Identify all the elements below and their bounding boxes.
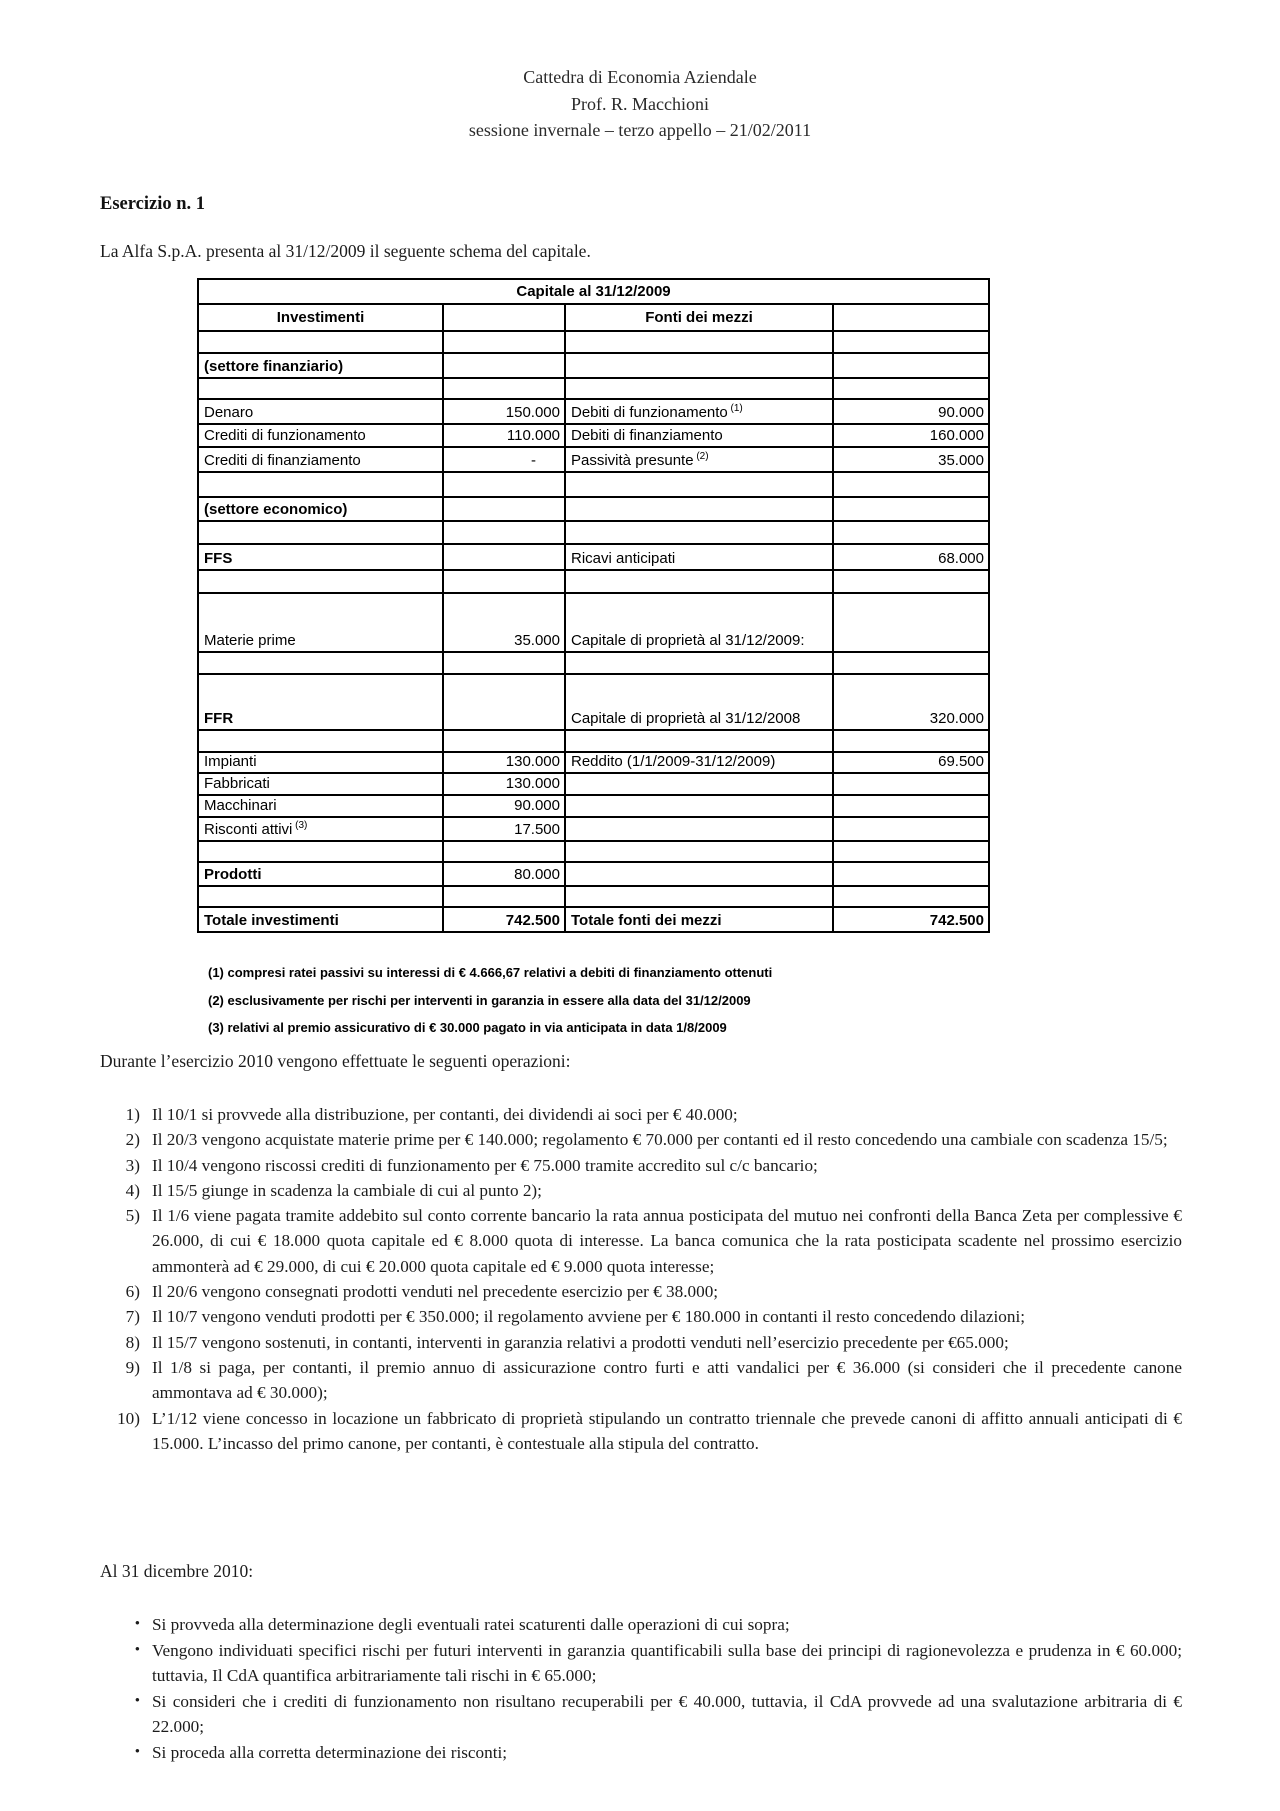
table-row xyxy=(198,424,989,447)
table-cell: Fabbricati xyxy=(198,773,443,795)
table-cell xyxy=(833,593,989,652)
table-cell: 69.500 xyxy=(833,752,989,773)
table-cell xyxy=(198,472,443,497)
table-cell xyxy=(443,353,565,378)
table-row xyxy=(198,773,989,795)
exercise-title: Esercizio n. 1 xyxy=(100,194,205,214)
table-cell xyxy=(443,730,565,752)
table-row xyxy=(198,907,989,932)
operation-item xyxy=(100,1127,1192,1152)
table-cell xyxy=(833,862,989,886)
table-cell xyxy=(833,841,989,862)
table-cell: Debiti di finanziamento xyxy=(565,424,833,447)
header-professor-line: Prof. R. Macchioni xyxy=(571,93,709,114)
table-cell xyxy=(198,886,443,907)
closing-intro: Al 31 dicembre 2010: xyxy=(100,1561,254,1581)
table-row xyxy=(198,544,989,570)
table-cell: Impianti xyxy=(198,752,443,773)
operation-text: Il 20/6 vengono consegnati prodotti venduti nel precedente esercizio per € 38.000; xyxy=(152,1282,719,1302)
header-session-line: sessione invernale – terzo appello – 21/02/2011 xyxy=(468,120,812,140)
table-cell xyxy=(833,472,989,497)
table-cell: Reddito (1/1/2009-31/12/2009) xyxy=(565,752,833,773)
table-cell xyxy=(833,304,989,331)
table-cell xyxy=(443,378,565,399)
table-cell: 160.000 xyxy=(833,424,989,447)
table-cell xyxy=(198,570,443,593)
operation-number: 7) xyxy=(125,1307,140,1327)
table-cell xyxy=(443,331,565,353)
table-cell: 35.000 xyxy=(833,447,989,472)
table-cell xyxy=(833,795,989,817)
operation-text: Il 15/5 giunge in scadenza la cambiale di cui al punto 2); xyxy=(152,1180,542,1200)
operation-text: Il 15/7 vengono sostenuti, in contanti, interventi in garanzia relativi a prodotti venduti nell’esercizio precedente per €65.000; xyxy=(152,1332,1009,1352)
table-cell: Macchinari xyxy=(198,795,443,817)
operation-text: Il 10/1 si provvede alla distribuzione, per contanti, dei dividendi ai soci per € 40.000; xyxy=(152,1105,738,1124)
table-cell: 80.000 xyxy=(443,862,565,886)
operation-item xyxy=(100,1279,1192,1304)
closing-bullet-text: Si proceda alla corretta determinazione dei risconti; xyxy=(152,1742,508,1762)
table-cell: (settore finanziario) xyxy=(198,353,443,378)
closing-bullet-text: Si consideri che i crediti di funzionamento non risultano recuperabili per € 40.000, tuttavia, il CdA provvede ad una svalutazione arbitraria di € 22.000; xyxy=(152,1691,1182,1736)
operation-item xyxy=(100,1178,1192,1203)
table-cell xyxy=(833,331,989,353)
table-row xyxy=(198,674,989,730)
footnote: (1) compresi ratei passivi su interessi di € 4.666,67 relativi a debiti di finanziamento ottenuti xyxy=(208,965,773,980)
table-cell xyxy=(565,570,833,593)
table-cell xyxy=(443,841,565,862)
operation-number: 1) xyxy=(125,1105,140,1124)
header-chair-line: Cattedra di Economia Aziendale xyxy=(523,67,757,87)
table-cell: 130.000 xyxy=(443,752,565,773)
operation-item xyxy=(100,1330,1192,1355)
operation-number: 3) xyxy=(125,1155,140,1175)
table-cell xyxy=(198,521,443,544)
table-cell xyxy=(198,730,443,752)
table-row xyxy=(198,472,989,497)
table-row xyxy=(198,752,989,773)
table-cell: (settore economico) xyxy=(198,497,443,521)
operations-list xyxy=(100,1102,1192,1456)
operation-item xyxy=(100,1153,1192,1178)
closing-bullet-text: Si provveda alla determinazione degli eventuali ratei scaturenti dalle operazioni di cui sopra; xyxy=(152,1615,790,1634)
document-header xyxy=(0,64,1280,144)
table-cell xyxy=(443,570,565,593)
table-row xyxy=(198,730,989,752)
table-cell xyxy=(565,886,833,907)
table-row xyxy=(198,570,989,593)
table-cell xyxy=(565,331,833,353)
operation-number: 8) xyxy=(125,1332,140,1352)
table-cell: 110.000 xyxy=(443,424,565,447)
operation-text: Il 10/7 vengono venduti prodotti per € 350.000; il regolamento avviene per € 180.000 in contanti il resto concedendo dilazioni; xyxy=(152,1307,1026,1327)
table-cell xyxy=(833,521,989,544)
table-row xyxy=(198,817,989,841)
table-cell: - xyxy=(443,447,565,472)
operation-text: Il 1/8 si paga, per contanti, il premio annuo di assicurazione contro furti e atti vandalici per € 36.000 (si consideri che il precedente canone ammontava ad € 30.000); xyxy=(152,1357,1182,1403)
table-cell: FFS xyxy=(198,544,443,570)
footnote-marker: (3) xyxy=(292,820,308,831)
table-row xyxy=(198,378,989,399)
capital-table xyxy=(197,278,990,933)
operation-number: 2) xyxy=(125,1130,140,1150)
table-row xyxy=(198,497,989,521)
table-cell xyxy=(833,886,989,907)
table-header-row xyxy=(198,304,989,331)
table-row xyxy=(198,353,989,378)
table-cell: 35.000 xyxy=(443,593,565,652)
closing-bullet-item xyxy=(100,1689,1192,1740)
table-cell: 150.000 xyxy=(443,399,565,424)
table-cell xyxy=(565,652,833,674)
table-cell: Denaro xyxy=(198,399,443,424)
table-cell xyxy=(833,353,989,378)
table-cell xyxy=(565,353,833,378)
footnote: (3) relativi al premio assicurativo di € 30.000 pagato in via anticipata in data 1/8/2009 xyxy=(208,1020,727,1035)
table-cell xyxy=(198,652,443,674)
table-cell xyxy=(443,544,565,570)
table-footnotes xyxy=(208,959,1128,1042)
table-cell xyxy=(443,304,565,331)
table-cell: Totale fonti dei mezzi xyxy=(565,907,833,932)
table-cell xyxy=(565,773,833,795)
footnote-marker: (2) xyxy=(693,451,709,462)
operation-number: 9) xyxy=(125,1357,140,1377)
operation-text: Il 1/6 viene pagata tramite addebito sul conto corrente bancario la rata annua posticipata del mutuo nei confronti della Banca Zeta per complessive € 26.000, di cui € 18.000 quota capitale ed € 8.000 quota di interesse. La banca comunica che la rata posticipata scadente nel prossimo esercizio ammonterà ad € 29.000, di cui € 20.000 quota capitale ed € 9.000 quota interesse; xyxy=(152,1206,1182,1276)
table-cell: 90.000 xyxy=(833,399,989,424)
table-row xyxy=(198,841,989,862)
table-cell xyxy=(443,886,565,907)
table-cell: 130.000 xyxy=(443,773,565,795)
table-cell xyxy=(833,570,989,593)
table-cell xyxy=(833,497,989,521)
closing-bullet-item xyxy=(100,1740,1192,1766)
operation-text: L’1/12 viene concesso in locazione un fabbricato di proprietà stipulando un contratto triennale che prevede canoni di affitto annuali anticipati di € 15.000. L’incasso del primo canone, per contanti, è contestuale alla stipula del contratto. xyxy=(152,1408,1182,1453)
table-cell: Ricavi anticipati xyxy=(565,544,833,570)
table-cell: Capitale di proprietà al 31/12/2009: xyxy=(565,593,833,652)
operation-item xyxy=(100,1406,1192,1457)
operation-number: 10) xyxy=(117,1408,140,1428)
table-cell xyxy=(565,841,833,862)
table-cell xyxy=(565,862,833,886)
table-cell: Prodotti xyxy=(198,862,443,886)
table-cell xyxy=(443,497,565,521)
bullet-icon: • xyxy=(134,1743,140,1760)
table-cell xyxy=(833,773,989,795)
table-cell xyxy=(443,674,565,730)
table-row xyxy=(198,399,989,424)
table-cell xyxy=(443,472,565,497)
table-row xyxy=(198,521,989,544)
bullet-icon: • xyxy=(134,1641,140,1658)
table-cell: Crediti di funzionamento xyxy=(198,424,443,447)
table-cell xyxy=(833,817,989,841)
table-cell xyxy=(565,378,833,399)
table-cell: Capitale di proprietà al 31/12/2008 xyxy=(565,674,833,730)
operations-intro: Durante l’esercizio 2010 vengono effettuate le seguenti operazioni: xyxy=(100,1051,571,1071)
table-cell xyxy=(198,378,443,399)
sources-header: Fonti dei mezzi xyxy=(565,304,833,331)
investments-header: Investimenti xyxy=(198,304,443,331)
operation-item xyxy=(100,1203,1192,1279)
operation-number: 4) xyxy=(125,1180,140,1200)
table-row xyxy=(198,593,989,652)
table-title-row xyxy=(198,279,989,304)
closing-bullet-item xyxy=(100,1612,1192,1638)
table-cell xyxy=(443,652,565,674)
table-cell: 90.000 xyxy=(443,795,565,817)
operation-text: Il 10/4 vengono riscossi crediti di funzionamento per € 75.000 tramite accredito sul c/c bancario; xyxy=(152,1155,818,1175)
table-row xyxy=(198,652,989,674)
table-cell xyxy=(833,730,989,752)
closing-bullet-text: Vengono individuati specifici rischi per futuri interventi in garanzia quantificabili sulla base dei principi di ragionevolezza e prudenza in € 60.000; tuttavia, Il CdA quantifica arbitrariamente tali rischi in € 65.000; xyxy=(152,1640,1182,1685)
table-cell: Risconti attivi $^{(3)}$ xyxy=(198,817,443,841)
table-cell xyxy=(565,521,833,544)
table-row xyxy=(198,447,989,472)
operation-item xyxy=(100,1304,1192,1329)
operation-number: 6) xyxy=(125,1282,140,1302)
table-cell xyxy=(565,817,833,841)
table-cell: FFR xyxy=(198,674,443,730)
table-cell: 742.500 xyxy=(443,907,565,932)
table-cell: 17.500 xyxy=(443,817,565,841)
table-cell: Crediti di finanziamento xyxy=(198,447,443,472)
closing-bullet-list xyxy=(100,1612,1192,1765)
table-row xyxy=(198,862,989,886)
table-cell xyxy=(198,841,443,862)
table-cell: 742.500 xyxy=(833,907,989,932)
bullet-icon: • xyxy=(134,1616,140,1632)
table-cell: 68.000 xyxy=(833,544,989,570)
closing-bullet-item xyxy=(100,1638,1192,1689)
footnote: (2) esclusivamente per rischi per interventi in garanzia in essere alla data del 31/12/2009 xyxy=(208,992,751,1008)
table-row xyxy=(198,331,989,353)
table-cell xyxy=(565,472,833,497)
bullet-icon: • xyxy=(134,1692,140,1709)
table-title: Capitale al 31/12/2009 xyxy=(198,279,989,304)
table-cell: Materie prime xyxy=(198,593,443,652)
table-cell xyxy=(443,521,565,544)
operation-item xyxy=(100,1355,1192,1406)
exercise-intro: La Alfa S.p.A. presenta al 31/12/2009 il seguente schema del capitale. xyxy=(100,241,591,261)
table-cell xyxy=(833,378,989,399)
table-cell: Totale investimenti xyxy=(198,907,443,932)
table-row xyxy=(198,886,989,907)
table-cell: Debiti di funzionamento $^{(1)}$ xyxy=(565,399,833,424)
table-cell: 320.000 xyxy=(833,674,989,730)
operation-number: 5) xyxy=(125,1206,140,1226)
table-cell xyxy=(565,795,833,817)
table-cell xyxy=(565,730,833,752)
operation-text: Il 20/3 vengono acquistate materie prime per € 140.000; regolamento € 70.000 per contanti ed il resto concedendo una cambiale con scadenza 15/5; xyxy=(152,1130,1168,1150)
operation-item xyxy=(100,1102,1192,1127)
footnote-marker: (1) xyxy=(727,403,743,414)
table-cell: Passività presunte $^{(2)}$ xyxy=(565,447,833,472)
table-cell xyxy=(833,652,989,674)
table-cell xyxy=(198,331,443,353)
table-cell xyxy=(565,497,833,521)
table-row xyxy=(198,795,989,817)
